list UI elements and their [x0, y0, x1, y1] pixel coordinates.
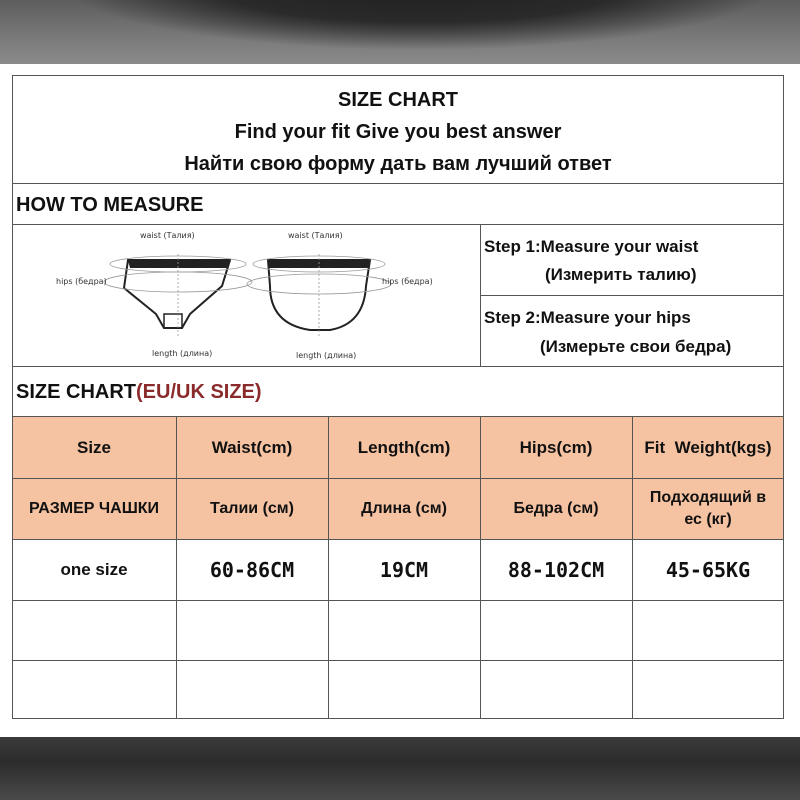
- table-cell-weight: 45-65KG: [665, 558, 751, 582]
- column-header-length-ru: Длина (см): [361, 500, 447, 518]
- hips-label-right: hips (бедра): [382, 277, 433, 286]
- chart-subtitle-en: Find your fit Give you best answer: [234, 121, 562, 143]
- column-header-weight-ru: Подходящий в ес (кг): [649, 489, 767, 528]
- table-cell-size: one size: [60, 560, 128, 579]
- step2-text-en: Step 2:Measure your hips: [484, 308, 691, 327]
- hips-label-left: hips (бедра): [56, 277, 107, 286]
- length-label-left: length (длина): [152, 349, 213, 358]
- brief-back-icon: [247, 254, 391, 338]
- background-fabric-top: [0, 0, 800, 64]
- table-cell-hips: 88-102CM: [507, 558, 605, 582]
- measure-diagram: [40, 226, 460, 364]
- waist-label-left: waist (Талия): [140, 231, 195, 240]
- column-header-size-ru: РАЗМЕР ЧАШКИ: [28, 500, 160, 518]
- table-cell-waist: 60-86CM: [209, 558, 295, 582]
- column-header-hips-ru: Бедра (см): [513, 500, 599, 518]
- length-label-right: length (длина): [296, 351, 357, 360]
- column-header-length: Length(cm): [357, 437, 451, 457]
- waist-label-right: waist (Талия): [288, 231, 343, 240]
- chart-subtitle-ru: Найти свою форму дать вам лучший ответ: [184, 153, 612, 175]
- size-chart-heading-accent: (EU/UK SIZE): [136, 381, 262, 403]
- step1-text-en: Step 1:Measure your waist: [484, 237, 699, 256]
- column-header-size: Size: [76, 437, 112, 457]
- table-cell-length: 19CM: [379, 558, 429, 582]
- column-header-weight: Fit Weight(kgs): [644, 437, 772, 457]
- column-header-hips: Hips(cm): [519, 437, 593, 457]
- brief-front-icon: [104, 254, 252, 338]
- chart-title: SIZE CHART: [338, 89, 458, 111]
- size-chart-heading-main: SIZE CHART: [16, 381, 136, 403]
- background-fabric-bottom: [0, 737, 800, 800]
- column-header-waist-ru: Талии (см): [210, 500, 294, 518]
- column-header-waist: Waist(cm): [211, 437, 293, 457]
- step2-text-ru: (Измерьте свои бедра): [540, 337, 732, 356]
- step1-text-ru: (Измерить талию): [545, 265, 697, 284]
- how-to-measure-heading: HOW TO MEASURE: [16, 194, 204, 216]
- chart-header: [12, 75, 784, 183]
- size-chart-heading: [16, 381, 262, 404]
